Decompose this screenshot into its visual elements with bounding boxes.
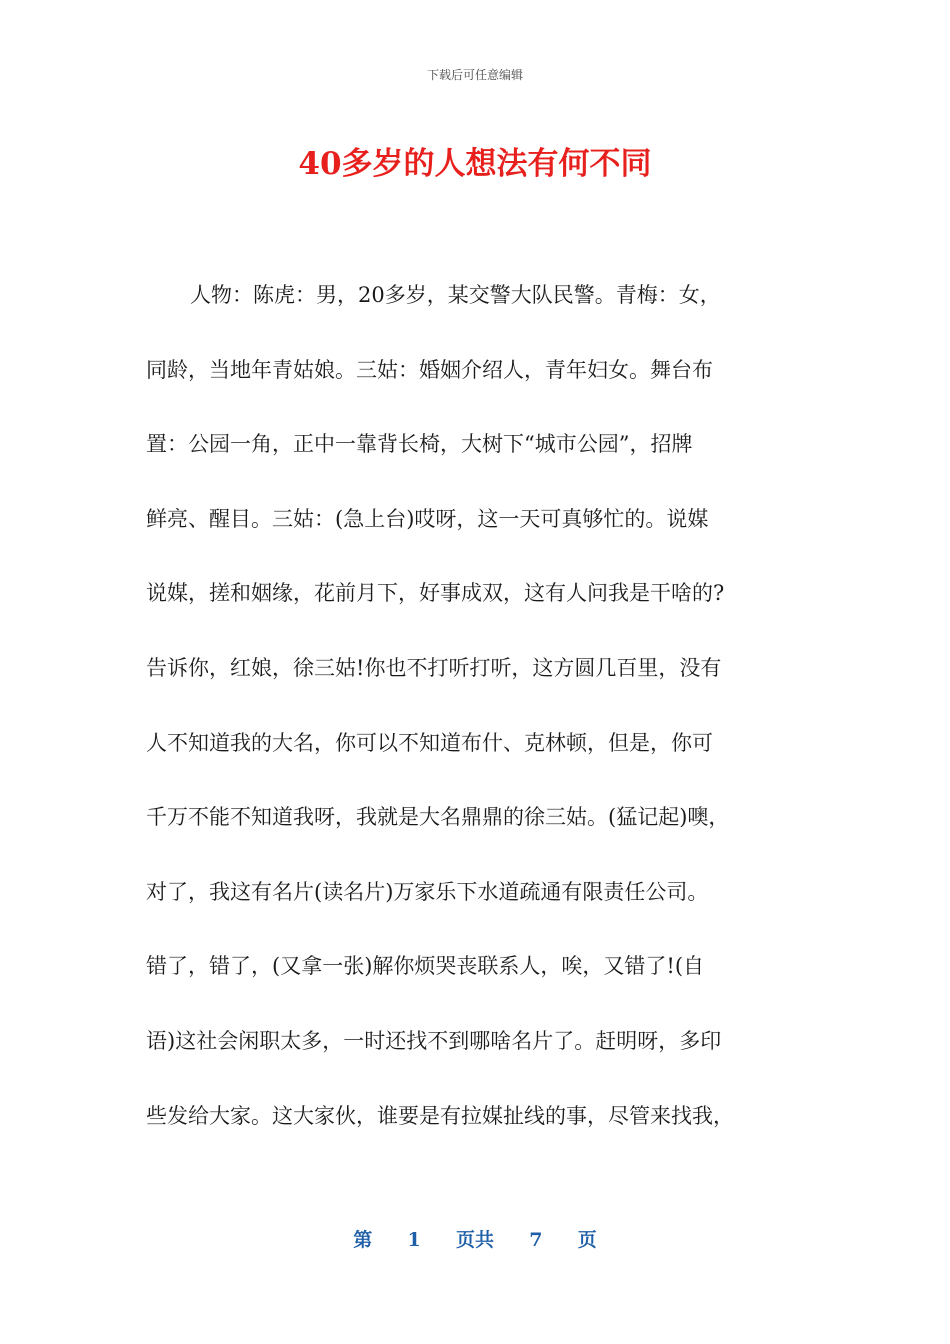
footer-total-pages: 7 xyxy=(529,1229,543,1251)
footer-di: 第 xyxy=(353,1229,373,1251)
page-footer xyxy=(0,1228,950,1252)
text-line: 对了，我这有名片(读名片)万家乐下水道疏通有限责任公司。 xyxy=(146,879,709,904)
text-line: 同龄，当地年青姑娘。三姑：婚姻介绍人，青年妇女。舞台布 xyxy=(146,357,713,382)
body-text xyxy=(146,275,806,1170)
text-line: 人不知道我的大名，你可以不知道布什、克林顿，但是，你可 xyxy=(146,730,713,755)
text-line: 语)这社会闲职太多，一时还找不到哪啥名片了。赶明呀，多印 xyxy=(146,1028,722,1053)
text-line: 说媒，搓和姻缘，花前月下，好事成双，这有人问我是干啥的? xyxy=(146,581,725,606)
text-line: 些发给大家。这大家伙，谁要是有拉媒扯线的事，尽管来找我， xyxy=(146,1103,734,1128)
text-line: 千万不能不知道我呀，我就是大名鼎鼎的徐三姑。(猛记起)噢， xyxy=(146,805,730,830)
header-note: 下载后可任意编辑 xyxy=(426,68,523,82)
footer-page-number: 1 xyxy=(407,1229,421,1251)
footer-ye-gong: 页共 xyxy=(455,1229,494,1251)
text-line: 告诉你，红娘，徐三姑!你也不打听打听，这方圆几百里，没有 xyxy=(146,655,722,680)
text-line: 鲜亮、醒目。三姑：(急上台)哎呀，这一天可真够忙的。说媒 xyxy=(146,506,709,531)
text-line: 错了，错了，(又拿一张)解你烦哭丧联系人，唉，又错了!(自 xyxy=(146,954,705,979)
text-line: 人物：陈虎：男，20多岁，某交警大队民警。青梅：女， xyxy=(190,283,721,307)
document-title: 40多岁的人想法有何不同 xyxy=(298,146,652,182)
text-line: 置：公园一角，正中一靠背长椅，大树下“城市公园”，招牌 xyxy=(146,432,693,457)
footer-ye: 页 xyxy=(577,1229,597,1251)
